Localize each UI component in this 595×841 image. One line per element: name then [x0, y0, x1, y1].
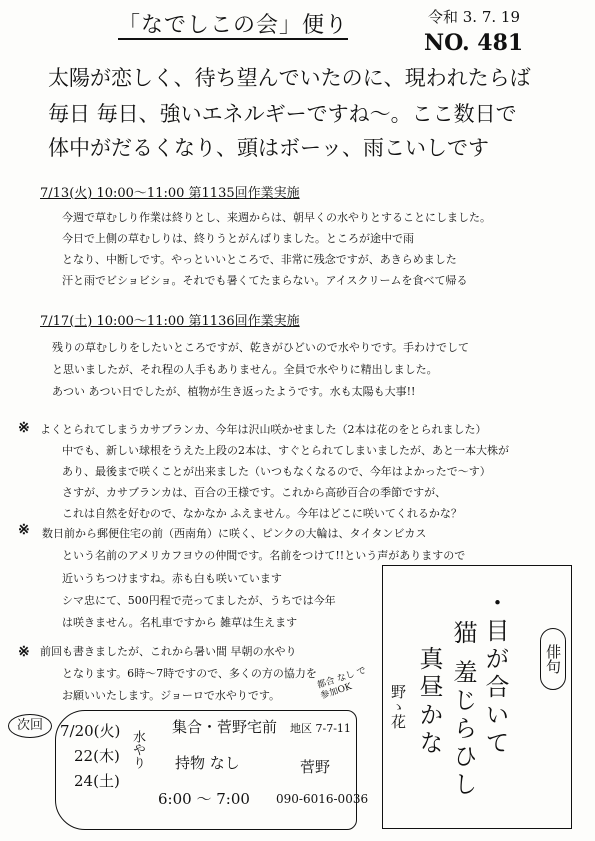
next-date-1: 7/20(火) — [60, 722, 121, 740]
issue-number: NO. 481 — [424, 30, 524, 56]
intro-line-1: 太陽が恋しく、待ち望んでいたのに、現われたらば — [48, 66, 531, 90]
next-date-3: 24(土) — [74, 772, 120, 790]
section-3-line: これは自然を好むので、なかなか ふえません。今年はどこに咲いてくれるかな？ — [62, 507, 462, 520]
section-4-line: 数日前から郵便住宅の前（西南角）に咲く、ピンクの大輪は、タイタンビカス — [42, 527, 427, 540]
section-1-line: 汗と雨でビショビショ。それでも暑くてたまらない。アイスクリームを食べて帰る — [62, 274, 468, 287]
section-3-line: あり、最後まで咲くことが出来ました（いつもなくなるので、今年はよかったで～す） — [62, 465, 491, 478]
section-4-line: 近いうちつけますね。赤も白も咲いています — [62, 572, 282, 585]
participation-note: 都合 なし で参加OK — [316, 665, 368, 702]
intro-line-2: 毎日 毎日、強いエネルギーですね～。ここ数日で — [48, 102, 517, 126]
section-3-line: よくとられてしまうカサブランカ、今年は沢山咲かせました（2本は花のをとられました） — [40, 423, 487, 436]
section-4-line: という名前のアメリカフヨウの仲間です。名前をつけて!!という声がありますので — [62, 549, 466, 562]
contact-phone: 090-6016-0036 — [276, 792, 369, 806]
haiku-author: 野ゝ花 — [389, 684, 407, 729]
contact-label: 地区 7-7-11 — [290, 722, 351, 735]
section-3-line: さすが、カサブランカは、百合の王様です。これから高砂百合の季節ですが、 — [62, 486, 447, 499]
section-1-line: 今日で上側の草むしりは、終りうとがんばりました。ところが途中で雨 — [62, 232, 414, 245]
intro-line-3: 体中がだるくなり、頭はボーッ、雨こいしです — [48, 136, 489, 160]
haiku-line-1: ・目が合いて — [481, 590, 509, 758]
next-items: 持物 なし — [175, 754, 240, 772]
section-2-heading: 7/17(土) 10:00～11:00 第1136回作業実施 — [40, 314, 300, 329]
note-mark-2: ※ — [18, 522, 30, 538]
note-mark-3: ※ — [18, 644, 30, 660]
section-5-line: となります。6時～7時ですので、多くの方の協力を — [62, 667, 317, 680]
newsletter-title — [118, 8, 349, 44]
section-2-line: あつい あつい日でしたが、植物が生き返ったようです。水も太陽も大事!! — [52, 385, 416, 398]
section-1-heading: 7/13(火) 10:00～11:00 第1135回作業実施 — [40, 186, 300, 201]
next-activity: 水やり — [130, 730, 145, 769]
next-meeting-place: 集合・菅野宅前 — [172, 718, 278, 736]
next-label: 次回 — [8, 714, 52, 738]
section-5-line: 前回も書きましたが、これから暑い間 早朝の水やり — [40, 645, 297, 658]
section-2-line: と思いましたが、それ程の人手もありません。全員で水やりに精出しました。 — [52, 363, 438, 376]
note-mark-1: ※ — [18, 420, 30, 436]
next-date-2: 22(木) — [74, 747, 120, 765]
section-4-line: シマ忠にて、500円程で売ってましたが、うちでは今年 — [62, 594, 336, 607]
section-3-line: 中でも、新しい球根をうえた上段の2本は、すぐとられてしまいましたが、あと一本大株が — [62, 444, 509, 457]
haiku-line-3: 真昼かな — [415, 646, 443, 758]
section-5-line: お願いいたします。ジョーロで水やりです。 — [62, 689, 281, 702]
title-text: 「なでしこの会」便り — [118, 13, 349, 38]
next-time: 6:00 ～ 7:00 — [158, 790, 250, 808]
haiku-line-2: 猫 羞じらひし — [449, 620, 477, 800]
issue-date: 令和 3. 7. 19 — [428, 8, 521, 26]
haiku-label: 俳句 — [540, 628, 566, 690]
contact-name: 菅野 — [300, 758, 331, 776]
section-1-line: 今週で草むしり作業は終りとし、来週からは、朝早くの水やりとすることにしました。 — [62, 211, 491, 224]
section-4-line: は咲きません。名札車ですから 雑草は生えます — [62, 616, 298, 629]
section-1-line: となり、中断しです。やっといいところで、非常に残念ですが、あきらめました — [62, 253, 457, 266]
section-2-line: 残りの草むしりをしたいところですが、乾きがひどいので水やりです。手わけでして — [52, 341, 470, 354]
